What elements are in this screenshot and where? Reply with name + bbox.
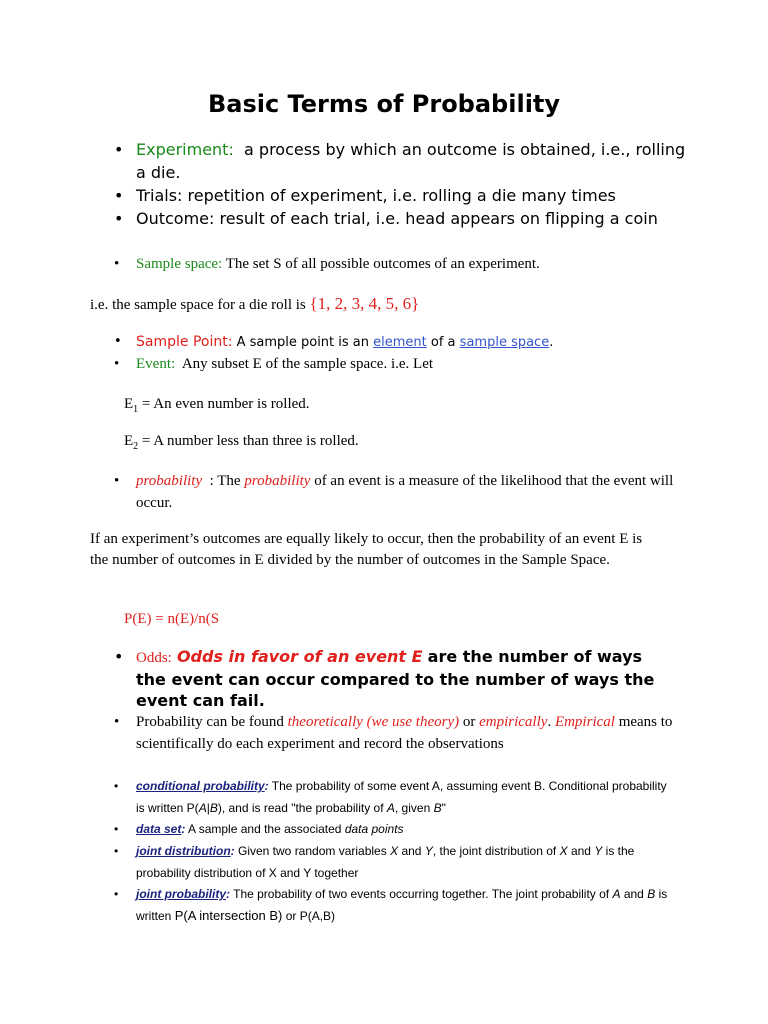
- bullet-icon: •: [114, 209, 124, 228]
- list-item-outcome: [114, 207, 676, 230]
- text-found-pre: Probability can be found: [136, 714, 284, 730]
- def-conditional-1: The probability of some event A, assuming event B. Conditional probability is written P(: [136, 779, 667, 815]
- term-joint-probability: joint probability: [136, 887, 226, 901]
- list-item-joint-distribution: [114, 840, 676, 884]
- var-x: X: [390, 844, 399, 858]
- text-sample-point-end: .: [549, 335, 554, 350]
- var-a: A: [198, 801, 207, 815]
- list-item-conditional-probability: [114, 775, 676, 819]
- page-title: Basic Terms of Probability: [207, 90, 561, 118]
- list-item-event: [114, 353, 696, 375]
- def-conditional-4: ": [441, 801, 446, 815]
- term-sample-space: Sample space:: [136, 256, 223, 272]
- text-and: and: [623, 887, 644, 901]
- e1-text: = An even number is rolled.: [141, 396, 310, 412]
- term-experiment: Experiment:: [136, 140, 234, 159]
- list-item-experiment: [114, 138, 696, 184]
- term-empirical: Empirical: [554, 714, 615, 730]
- link-element[interactable]: element: [373, 335, 427, 350]
- text-and: and: [401, 844, 422, 858]
- term-colon: :: [264, 779, 269, 793]
- text-sample-point-pre: A sample point is an: [236, 335, 369, 350]
- term-probability-inline: probability: [244, 473, 311, 489]
- var-a: A: [386, 801, 395, 815]
- var-b: B: [647, 887, 656, 901]
- bullet-icon: •: [114, 887, 119, 901]
- event-e1: [124, 393, 684, 421]
- list-item-trials: [114, 184, 696, 207]
- paragraph-equally-likely: If an experiment’s outcomes are equally likely to occur, then the probability of an event E is the number of outcomes in E divided by the number of outcomes in the Sample Space.: [90, 531, 643, 568]
- def-joint-dist-2: , the joint distribution of: [432, 844, 557, 858]
- def-probability: of an event is a measure of the likelihood that the event will occur.: [136, 473, 674, 511]
- list-item-probability: [114, 470, 684, 514]
- list-item-probability-found: [114, 711, 696, 755]
- def-joint-dist-1: Given two random variables: [238, 844, 387, 858]
- term-theoretically: theoretically (we use theory): [287, 714, 460, 730]
- def-data-set: A sample and the associated: [188, 822, 342, 836]
- def-joint-prob-3: P(A intersection B): [174, 908, 283, 923]
- def-joint-prob-4: or P(A,B): [285, 909, 336, 923]
- term-colon: :: [181, 822, 186, 836]
- sample-space-set: {1, 2, 3, 4, 5, 6}: [309, 294, 420, 313]
- e2-label: E: [124, 433, 134, 449]
- e2-text: = A number less than three is rolled.: [141, 433, 359, 449]
- text-and: and: [570, 844, 591, 858]
- term-odds: Odds:: [136, 650, 172, 666]
- term-joint-distribution: joint distribution: [136, 844, 231, 858]
- bullet-icon: •: [114, 256, 120, 272]
- probability-formula: P(E) = n(E)/n(S: [124, 611, 220, 627]
- list-item-odds: [114, 646, 676, 711]
- list-item-sample-point: [114, 331, 696, 354]
- def-sample-space: The set S of all possible outcomes of an experiment.: [225, 256, 540, 272]
- def-empirical: means to scientifically do each experiment and record the observations: [136, 714, 673, 752]
- term-colon: :: [226, 887, 230, 901]
- term-conditional-probability: conditional probability: [136, 779, 265, 793]
- bullet-icon: •: [114, 140, 124, 159]
- text-found-or: or: [462, 714, 476, 730]
- var-b: B: [209, 801, 218, 815]
- var-x: X: [559, 844, 568, 858]
- e1-subscript: 1: [133, 404, 139, 415]
- def-joint-prob-1: The probability of two events occurring together. The joint probability of: [233, 887, 610, 901]
- var-a: A: [612, 887, 621, 901]
- term-event: Event:: [136, 356, 176, 372]
- var-b: B: [433, 801, 442, 815]
- bullet-icon: •: [114, 822, 119, 836]
- text-probability-pre: : The: [209, 473, 241, 489]
- paragraph-die-roll: [90, 293, 690, 316]
- term-data-points: data points: [344, 822, 404, 836]
- bullet-icon: •: [114, 647, 124, 666]
- bar-symbol: |: [206, 801, 210, 815]
- text-found-dot: .: [547, 714, 552, 730]
- text-sample-point-mid: of a: [430, 335, 456, 350]
- var-y: Y: [424, 844, 433, 858]
- bullet-icon: •: [114, 186, 124, 205]
- list-item-sample-space: [114, 253, 696, 275]
- event-e2: [124, 430, 684, 458]
- e2-subscript: 2: [133, 441, 139, 452]
- def-event: Any subset E of the sample space. i.e. Let: [181, 356, 434, 372]
- bullet-icon: •: [114, 714, 120, 730]
- term-probability: probability: [136, 473, 203, 489]
- def-conditional-2: ), and is read "the probability of: [217, 801, 384, 815]
- list-item-joint-probability: [114, 883, 676, 927]
- term-sample-point: Sample Point:: [136, 334, 233, 350]
- text-outcome: Outcome: result of each trial, i.e. head appears on flipping a coin: [136, 209, 658, 228]
- link-sample-space[interactable]: sample space: [459, 335, 550, 350]
- bullet-icon: •: [114, 356, 120, 372]
- bullet-icon: •: [114, 334, 122, 349]
- bullet-icon: •: [114, 473, 120, 489]
- e1-label: E: [124, 396, 134, 412]
- term-data-set: data set: [136, 822, 182, 836]
- text-die-roll: i.e. the sample space for a die roll is: [90, 297, 306, 313]
- def-odds: are the number of ways the event can occur compared to the number of ways the event can fail.: [136, 647, 655, 710]
- def-joint-prob-2: is written: [136, 887, 668, 923]
- term-colon: :: [230, 844, 235, 858]
- term-empirically: empirically: [479, 714, 548, 730]
- text-trials: Trials: repetition of experiment, i.e. rolling a die many times: [136, 186, 616, 205]
- def-joint-dist-3: is the probability distribution of X and Y together: [136, 844, 635, 880]
- bullet-icon: •: [114, 779, 119, 793]
- def-conditional-3: , given: [394, 801, 431, 815]
- list-item-data-set: [114, 818, 676, 840]
- odds-emphasis: Odds in favor of an event E: [176, 647, 423, 666]
- bullet-icon: •: [114, 844, 119, 858]
- var-y: Y: [594, 844, 603, 858]
- def-experiment: a process by which an outcome is obtained, i.e., rolling a die.: [136, 140, 686, 182]
